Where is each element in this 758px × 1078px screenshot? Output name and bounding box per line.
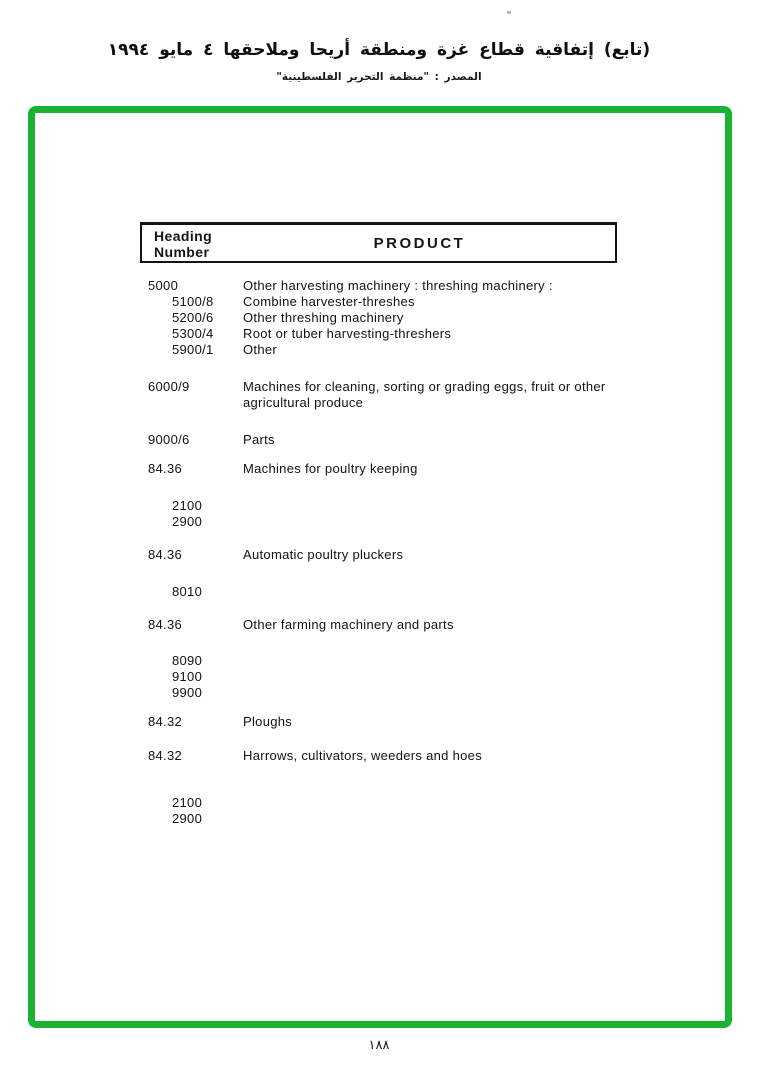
column-header-product: PRODUCT	[373, 234, 466, 252]
heading-number: 5000	[148, 278, 179, 293]
column-header-heading-number	[142, 225, 252, 261]
heading-number: 84.36	[148, 617, 183, 632]
heading-number: 6000/9	[148, 379, 190, 394]
heading-number: 84.36	[148, 547, 183, 562]
product-text: Other harvesting machinery : threshing machinery :	[243, 278, 553, 293]
table-row	[148, 342, 648, 358]
heading-number: 84.32	[148, 748, 183, 763]
page-number: ١٨٨	[368, 1038, 390, 1053]
table-row	[148, 379, 648, 411]
table-row	[148, 547, 648, 563]
product-text: Other farming machinery and parts	[243, 617, 454, 632]
heading-number: 5900/1	[172, 342, 214, 357]
heading-number: 2100	[172, 795, 203, 810]
heading-number: 8010	[172, 584, 203, 599]
product-text: Ploughs	[243, 714, 293, 729]
product-text: Machines for cleaning, sorting or grading eggs, fruit or other agricultural produce	[243, 379, 606, 410]
table-row	[148, 714, 648, 730]
heading-number: 8090	[172, 653, 203, 668]
product-text: Harrows, cultivators, weeders and hoes	[243, 748, 483, 763]
table-row	[148, 498, 648, 514]
table-row	[148, 584, 648, 600]
heading-number: 5100/8	[172, 294, 214, 309]
heading-number: 84.36	[148, 461, 183, 476]
heading-number: 2100	[172, 498, 203, 513]
table-body	[148, 278, 648, 827]
table-row	[148, 669, 648, 685]
table-row	[148, 653, 648, 669]
table-row	[148, 748, 648, 764]
table-row	[148, 811, 648, 827]
table-row	[148, 432, 648, 448]
table-header	[140, 222, 617, 263]
product-text: Machines for poultry keeping	[243, 461, 418, 476]
heading-number: 2900	[172, 811, 203, 826]
table-row	[148, 514, 648, 530]
heading-number: 2900	[172, 514, 203, 529]
page-title: (تابع) إتفاقية قطاع غزة ومنطقة أريحا وملاحقها ٤ مايو ١٩٩٤	[107, 40, 651, 60]
heading-label-line2: Number	[154, 244, 210, 260]
table-row	[148, 294, 648, 310]
product-text: Combine harvester-threshes	[243, 294, 415, 309]
heading-number: 84.32	[148, 714, 183, 729]
product-text: Parts	[243, 432, 275, 447]
table-row	[148, 795, 648, 811]
table-row	[148, 310, 648, 326]
heading-number: 5200/6	[172, 310, 214, 325]
table-row	[148, 617, 648, 633]
table-row	[148, 461, 648, 477]
heading-number: 9900	[172, 685, 203, 700]
heading-label-line1: Heading	[154, 228, 213, 244]
heading-number: 9100	[172, 669, 203, 684]
source-line: المصدر : "منظمة التحرير الفلسطينية"	[276, 71, 482, 83]
product-text: Other	[243, 342, 278, 357]
heading-number: 5300/4	[172, 326, 214, 341]
table-row	[148, 326, 648, 342]
table-row	[148, 278, 648, 294]
product-text: Automatic poultry pluckers	[243, 547, 404, 562]
heading-number: 9000/6	[148, 432, 190, 447]
table-row	[148, 685, 648, 701]
product-text: Other threshing machinery	[243, 310, 404, 325]
green-border-frame	[28, 106, 732, 1028]
scan-artifact	[507, 11, 511, 14]
product-text: Root or tuber harvesting-threshers	[243, 326, 452, 341]
